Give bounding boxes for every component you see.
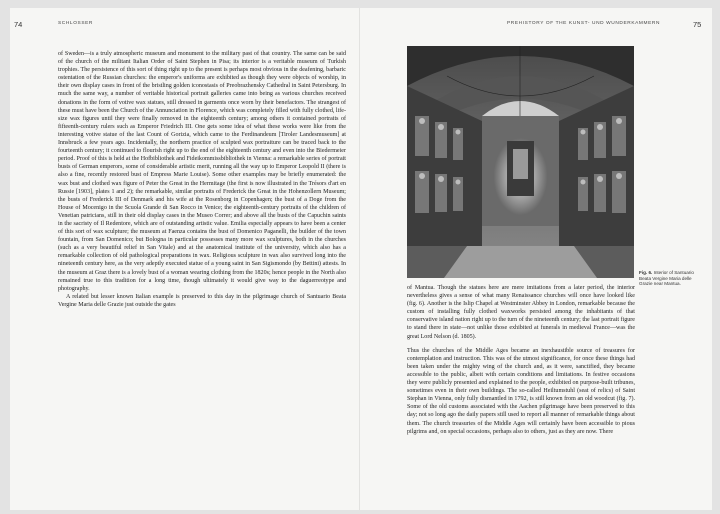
figure-caption-label: Fig. 6. [639, 270, 653, 275]
figure-caption [639, 270, 701, 287]
right-paragraph-1: of Mantua. Though the statues here are mere imitations from a later period, the interior nevertheless gives a sense of what many Renaissance churches will once have looked like (fig. 6). Another is the Islip Chapel at Westminster Abbey in London, remarkable because the custom of installing fully clothed waxworks persisted among the inhabitants of that conservative island nation right up to the turn of the nineteenth century; the last portrait figure to stand there in state—not unlike those exhibited at funerals in medieval France—was the great Lord Nelson (d. 1805). [407, 285, 635, 340]
left-paragraph-2: A related but lesser known Italian example is preserved to this day in the pilgrimage church of Santuario Beata Vergine Maria delle Grazie just outside the gates [58, 293, 346, 308]
page-number-left: 74 [14, 20, 23, 29]
right-paragraph-2: Thus the churches of the Middle Ages became an inexhaustible source of treasures for contemplation and instruction. This was of the utmost significance, for once these things had been taken under the mighty wing of the church and, as it were, sanctified, they became accessible to the public, albeit with certain conditions and limitations. In festive occasions they were publicly presented and explained to the people, exhibited on purpose-built tribunes, sometimes even in their own buildings. The so-called Heiltumstuhl (seat of relics) of Saint Stephan in Vienna, only fully dismantled in 1792, is still known from an old woodcut (fig. 7). Some of the old customs associated with the Aachen pilgrimage have been preserved to this day; not so long ago the daily papers still used to report all manner of remarkable things about them. The church treasuries of the Middle Ages will certainly have been accessible to pious pilgrims and, on special occasions, perhaps also to others, just as they are now. There [407, 347, 635, 435]
running-head-right: PREHISTORY OF THE KUNST- UND WUNDERKAMMERN [507, 21, 661, 26]
left-page [10, 8, 360, 510]
left-paragraph-1: of Sweden—is a truly atmospheric museum and monument to the military past of that country. The same can be said of the church of the militant Italian Order of Saint Stephen in Pisa; its interior is a veritable museum of Turkish trophies. The persistence of this sort of thing right up to the present is perhaps most obvious in the deafening, barbaric ostentation of the Russian churches: the emperor's uniforms are exhibited as though they were objects of worship, in their own display cases in front of the bristling golden iconostasis of Preobrazhensky Cathedral in Saint Petersburg. In much the same way, a number of veritable historical portrait galleries came into being as various churches received donations in the form of votive wax statues, still dressed in garments once worn by their benefactors. The strangest of these must have been the Church of the Annunciation in Florence, which was completely filled with fully clothed, life-size wax figures until they were finally removed in the eighteenth century; among others it contained portraits of fifteenth-century rulers such as Emperor Friedrich III. One gets some idea of what these works were like from the interesting votive statue of the last Count of Gorizia, which came to the Ferdinandeum [Tiroler Landesmuseum] at Innsbruck a few years ago. Incidentally, the northern practice of sculpted wax portraiture can be traced back to the fourteenth century; it continued to flourish right up to the end of the eighteenth century and even into the Biedermeier period. Proof of this is held at the Hofbibliothek and Fideikommissbibliothek in Vienna: a remarkable series of portrait busts of German emperors, some of considerable artistic merit, running all the way up to Emperor Leopold II (there is also a fine, recently restored bust of Empress Marie Louise). Some other examples may be briefly enumerated: the wax bust and clothed wax figure of Peter the Great in the Hermitage (the first is now illustrated in the Trésors d'art en Russie [1903], plates 1 and 2); the remarkable, similar portraits of Frederick the Great in the Hohenzollern Museum; the busts of Frederick III of Denmark and his wife at the Rosenborg in Copenhagen; the bust of a Doge from the House of Mocenigo in the Scuola Grande di San Rocco in Venice; the eighteenth-century portraits of the children of Venetian patricians, still in their old display cases in the Museo Correr; and above all the busts of the Capuchin saints in the sacristy of Il Redentore, which are of outstanding artistic value. Emilia especially appears to have been a center of this sort of wax sculpture; the museum at Faenza contains the bust of Domenico Paganelli, the builder of the town fountain, from San Domenico; but Bologna in particular possesses many more wax sculptures, both in the churches (such as a very beautiful relief in San Vitale) and at the anatomical institute of the university, which also has a remarkable collection of old pathological preparations in wax. Religious sculpture in wax also survived long into the nineteenth century here, as the very adeptly executed statue of a young saint in San Sigismondo (by Bettini) attests. In the museum at Graz there is a lovely bust of a woman wearing clothing from the 1820s; hence people in the North also remained true to this tradition for a long time, though ultimately it would give way to the daguerreotype and photography. [58, 51, 346, 292]
right-body-text [407, 284, 635, 506]
running-head-left: SCHLOSSER [58, 21, 93, 26]
church-interior-illustration [407, 46, 634, 278]
figure-church-interior-photo [407, 46, 634, 278]
page-number-right: 75 [693, 20, 702, 29]
left-body-text [58, 50, 346, 508]
right-page [360, 8, 712, 510]
figure-caption-text: Interior of Santuario Beata Vergine Maria delle Grazie near Mantua. [639, 270, 694, 287]
